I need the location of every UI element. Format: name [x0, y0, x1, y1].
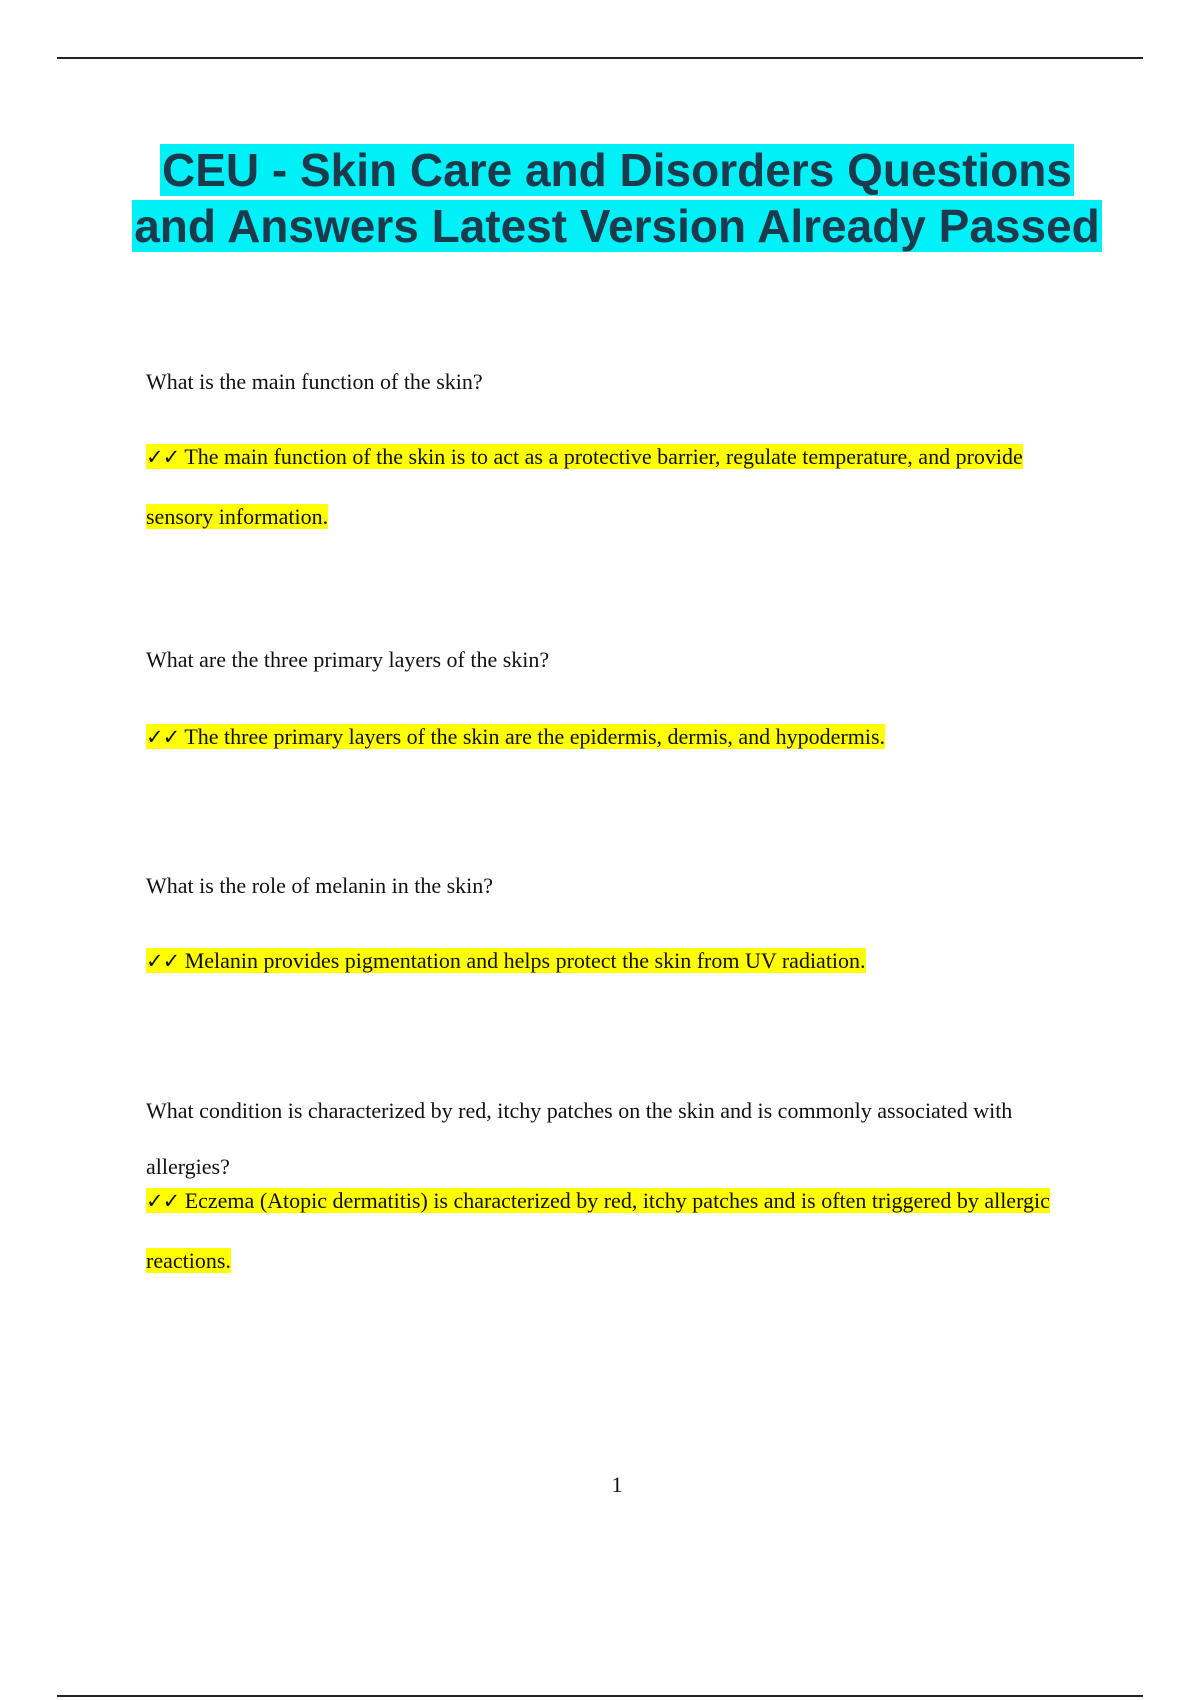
answer-1-highlight	[146, 444, 1023, 529]
check-mark-icon: ✓✓	[146, 725, 180, 749]
answer-2-highlight	[146, 724, 885, 749]
answer-2	[146, 707, 1076, 767]
answer-4-text: Eczema (Atopic dermatitis) is characterized by red, itchy patches and is often triggered by allergic reactions.	[146, 1188, 1050, 1273]
page-number: 1	[611, 1472, 623, 1497]
answer-4	[146, 1171, 1076, 1291]
answer-4-highlight	[146, 1188, 1050, 1273]
check-mark-icon: ✓✓	[146, 445, 180, 469]
check-mark-icon: ✓✓	[146, 949, 180, 973]
question-4: What condition is characterized by red, itchy patches on the skin and is commonly associated with allergies?	[146, 1098, 1013, 1179]
check-mark-icon: ✓✓	[146, 1189, 180, 1213]
question-1: What is the main function of the skin?	[146, 369, 483, 394]
answer-2-text: The three primary layers of the skin are the epidermis, dermis, and hypodermis.	[184, 724, 886, 749]
answer-3-text: Melanin provides pigmentation and helps protect the skin from UV radiation.	[184, 948, 866, 973]
answer-3-highlight	[146, 948, 866, 973]
document-title-text: CEU - Skin Care and Disorders Questions and Answers Latest Version Already Passed	[134, 144, 1100, 252]
answer-1-text: The main function of the skin is to act as a protective barrier, regulate temperature, and provide sensory information.	[146, 444, 1023, 529]
question-3: What is the role of melanin in the skin?	[146, 873, 494, 898]
document-title	[120, 142, 1114, 254]
footer-rule	[57, 1695, 1143, 1697]
answer-3	[146, 931, 1076, 991]
header-rule	[57, 57, 1143, 59]
answer-1	[146, 427, 1076, 547]
question-2: What are the three primary layers of the skin?	[146, 647, 550, 672]
